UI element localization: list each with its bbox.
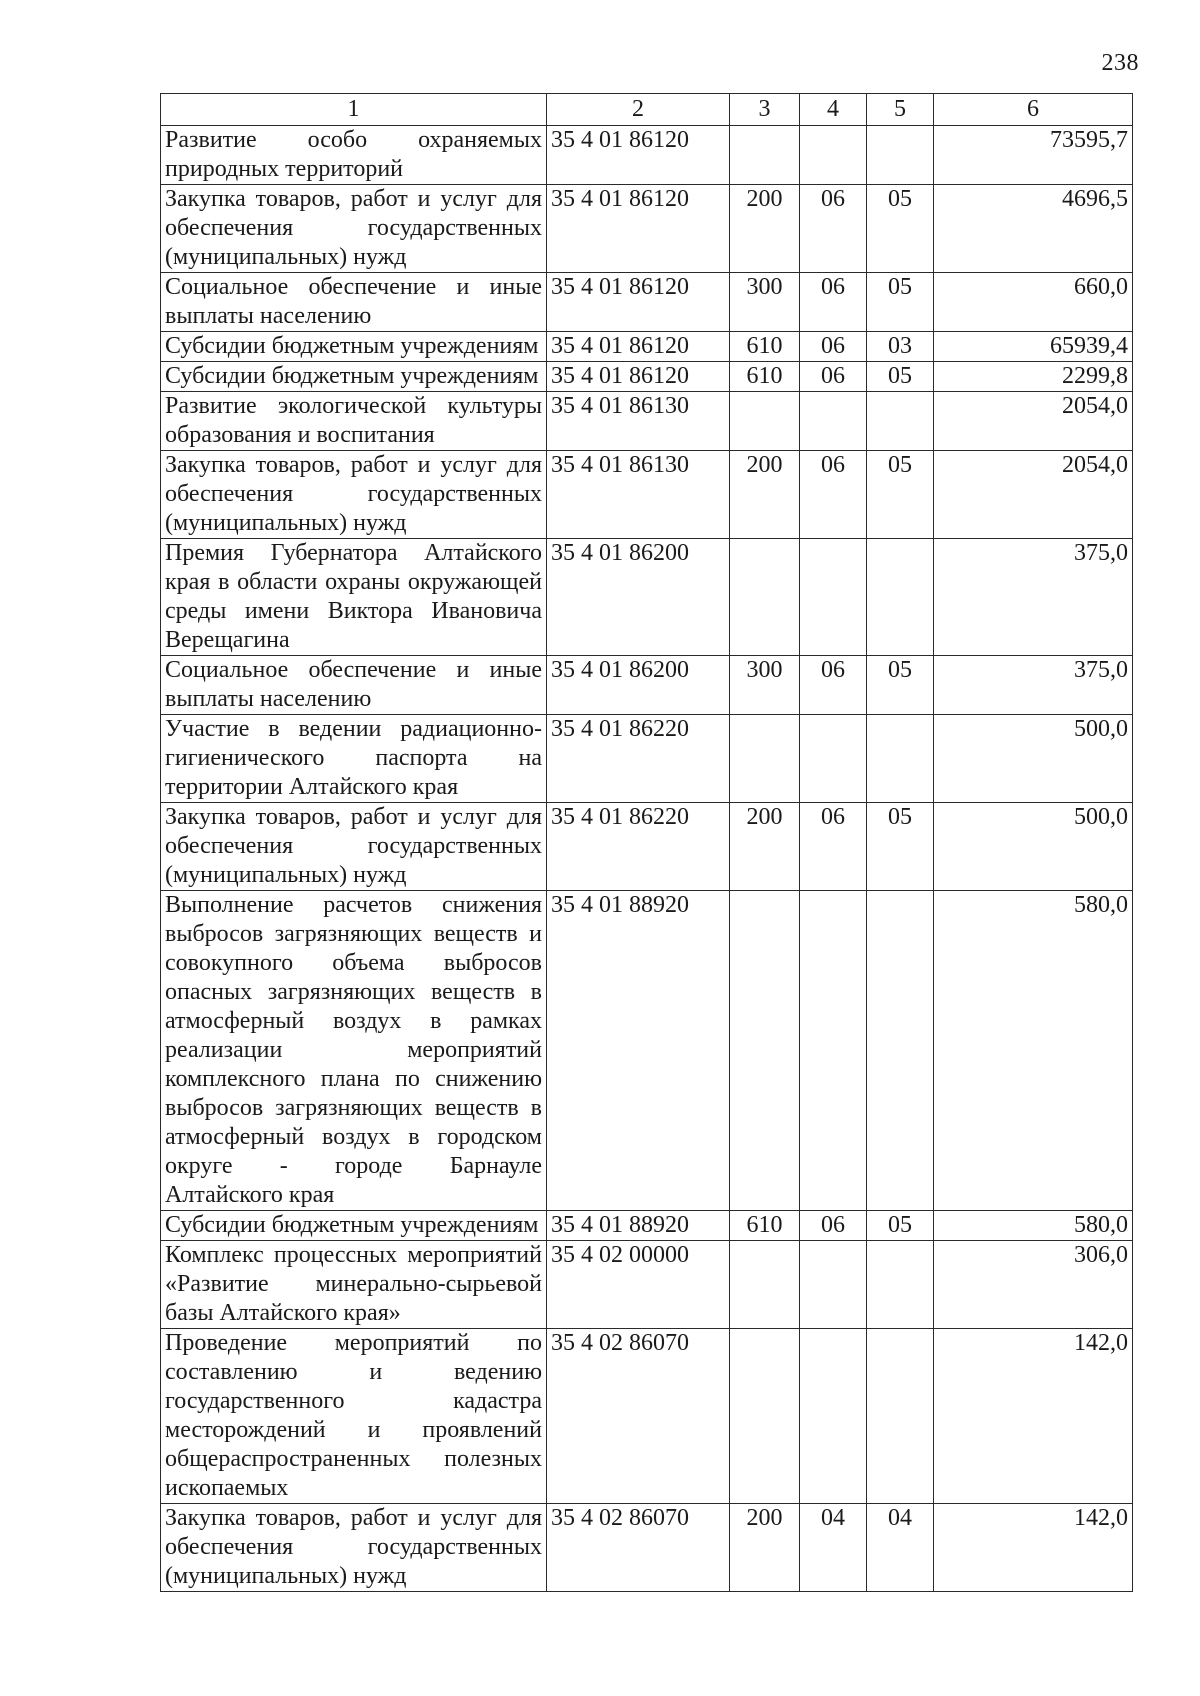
table-row bbox=[161, 539, 1133, 656]
table-row bbox=[161, 1211, 1133, 1241]
row-code-cell: 35 4 01 86120 bbox=[547, 362, 730, 392]
row-subsection-cell bbox=[867, 715, 934, 803]
row-expense-type-cell: 300 bbox=[730, 656, 800, 715]
row-amount-cell: 500,0 bbox=[934, 803, 1133, 891]
table-row bbox=[161, 362, 1133, 392]
row-expense-type-cell bbox=[730, 891, 800, 1211]
table-row bbox=[161, 332, 1133, 362]
row-section-cell: 06 bbox=[800, 803, 867, 891]
row-subsection-cell: 05 bbox=[867, 362, 934, 392]
row-section-cell: 04 bbox=[800, 1504, 867, 1592]
row-section-cell: 06 bbox=[800, 362, 867, 392]
row-subsection-cell: 05 bbox=[867, 185, 934, 273]
row-amount-cell: 660,0 bbox=[934, 273, 1133, 332]
row-expense-type-cell: 200 bbox=[730, 803, 800, 891]
row-name-cell: Развитие экологической культуры образования и воспитания bbox=[161, 392, 547, 451]
row-subsection-cell: 05 bbox=[867, 1211, 934, 1241]
row-subsection-cell: 03 bbox=[867, 332, 934, 362]
table-row bbox=[161, 185, 1133, 273]
row-expense-type-cell bbox=[730, 715, 800, 803]
row-name-cell: Закупка товаров, работ и услуг для обеспечения государственных (муниципальных) нужд bbox=[161, 185, 547, 273]
table-row bbox=[161, 656, 1133, 715]
table-row bbox=[161, 451, 1133, 539]
row-code-cell: 35 4 02 86070 bbox=[547, 1329, 730, 1504]
row-expense-type-cell: 610 bbox=[730, 332, 800, 362]
row-subsection-cell: 05 bbox=[867, 656, 934, 715]
row-code-cell: 35 4 01 86220 bbox=[547, 715, 730, 803]
row-subsection-cell bbox=[867, 392, 934, 451]
table-row bbox=[161, 715, 1133, 803]
row-expense-type-cell: 200 bbox=[730, 451, 800, 539]
row-amount-cell: 375,0 bbox=[934, 539, 1133, 656]
row-section-cell: 06 bbox=[800, 656, 867, 715]
row-subsection-cell: 05 bbox=[867, 803, 934, 891]
row-name-cell: Закупка товаров, работ и услуг для обеспечения государственных (муниципальных) нужд bbox=[161, 451, 547, 539]
row-name-cell: Развитие особо охраняемых природных территорий bbox=[161, 126, 547, 185]
row-name-cell: Комплекс процессных мероприятий «Развитие минерально-сырьевой базы Алтайского края» bbox=[161, 1241, 547, 1329]
row-name-cell: Социальное обеспечение и иные выплаты населению bbox=[161, 273, 547, 332]
row-subsection-cell bbox=[867, 891, 934, 1211]
table-row bbox=[161, 1504, 1133, 1592]
row-expense-type-cell bbox=[730, 539, 800, 656]
row-amount-cell: 142,0 bbox=[934, 1329, 1133, 1504]
row-code-cell: 35 4 01 86120 bbox=[547, 332, 730, 362]
row-section-cell: 06 bbox=[800, 1211, 867, 1241]
table-row bbox=[161, 1329, 1133, 1504]
row-subsection-cell bbox=[867, 539, 934, 656]
row-section-cell bbox=[800, 1241, 867, 1329]
row-section-cell bbox=[800, 392, 867, 451]
row-name-cell: Закупка товаров, работ и услуг для обеспечения государственных (муниципальных) нужд bbox=[161, 803, 547, 891]
row-name-cell: Проведение мероприятий по составлению и ведению государственного кадастра месторождений и проявлений общераспространенных полезных ископаемых bbox=[161, 1329, 547, 1504]
column-header-amount: 6 bbox=[934, 94, 1133, 126]
row-name-cell: Социальное обеспечение и иные выплаты населению bbox=[161, 656, 547, 715]
row-code-cell: 35 4 01 86220 bbox=[547, 803, 730, 891]
column-header-expense-type: 3 bbox=[730, 94, 800, 126]
row-expense-type-cell: 610 bbox=[730, 362, 800, 392]
row-expense-type-cell: 200 bbox=[730, 185, 800, 273]
row-section-cell bbox=[800, 539, 867, 656]
table-row bbox=[161, 803, 1133, 891]
row-subsection-cell bbox=[867, 1329, 934, 1504]
row-amount-cell: 580,0 bbox=[934, 1211, 1133, 1241]
budget-table bbox=[160, 93, 1133, 1592]
row-subsection-cell: 05 bbox=[867, 273, 934, 332]
row-subsection-cell bbox=[867, 126, 934, 185]
row-amount-cell: 2299,8 bbox=[934, 362, 1133, 392]
column-header-subsection: 5 bbox=[867, 94, 934, 126]
row-name-cell: Премия Губернатора Алтайского края в области охраны окружающей среды имени Виктора Ивановича Верещагина bbox=[161, 539, 547, 656]
row-expense-type-cell bbox=[730, 1329, 800, 1504]
table-row bbox=[161, 1241, 1133, 1329]
row-section-cell bbox=[800, 891, 867, 1211]
row-expense-type-cell bbox=[730, 1241, 800, 1329]
row-code-cell: 35 4 01 86130 bbox=[547, 451, 730, 539]
column-header-code: 2 bbox=[547, 94, 730, 126]
row-code-cell: 35 4 01 86120 bbox=[547, 273, 730, 332]
row-code-cell: 35 4 01 86120 bbox=[547, 126, 730, 185]
row-expense-type-cell bbox=[730, 126, 800, 185]
row-code-cell: 35 4 01 88920 bbox=[547, 891, 730, 1211]
row-subsection-cell: 04 bbox=[867, 1504, 934, 1592]
row-amount-cell: 4696,5 bbox=[934, 185, 1133, 273]
row-amount-cell: 2054,0 bbox=[934, 451, 1133, 539]
row-code-cell: 35 4 01 88920 bbox=[547, 1211, 730, 1241]
row-section-cell: 06 bbox=[800, 273, 867, 332]
row-name-cell: Субсидии бюджетным учреждениям bbox=[161, 332, 547, 362]
row-name-cell: Участие в ведении радиационно-гигиенического паспорта на территории Алтайского края bbox=[161, 715, 547, 803]
table-row bbox=[161, 891, 1133, 1211]
row-section-cell: 06 bbox=[800, 332, 867, 362]
table-row bbox=[161, 126, 1133, 185]
row-amount-cell: 580,0 bbox=[934, 891, 1133, 1211]
row-amount-cell: 2054,0 bbox=[934, 392, 1133, 451]
row-code-cell: 35 4 01 86200 bbox=[547, 539, 730, 656]
header-row bbox=[161, 94, 1133, 126]
row-amount-cell: 73595,7 bbox=[934, 126, 1133, 185]
row-code-cell: 35 4 01 86200 bbox=[547, 656, 730, 715]
row-subsection-cell: 05 bbox=[867, 451, 934, 539]
row-amount-cell: 142,0 bbox=[934, 1504, 1133, 1592]
row-amount-cell: 500,0 bbox=[934, 715, 1133, 803]
row-expense-type-cell bbox=[730, 392, 800, 451]
row-code-cell: 35 4 02 00000 bbox=[547, 1241, 730, 1329]
column-header-section: 4 bbox=[800, 94, 867, 126]
row-section-cell: 06 bbox=[800, 185, 867, 273]
row-name-cell: Субсидии бюджетным учреждениям bbox=[161, 1211, 547, 1241]
table-row bbox=[161, 392, 1133, 451]
row-code-cell: 35 4 02 86070 bbox=[547, 1504, 730, 1592]
row-code-cell: 35 4 01 86120 bbox=[547, 185, 730, 273]
row-section-cell bbox=[800, 126, 867, 185]
row-name-cell: Выполнение расчетов снижения выбросов загрязняющих веществ и совокупного объема выбросов опасных загрязняющих веществ в атмосферный воздух в рамках реализации мероприятий комплексного плана по снижению выбросов загрязняющих веществ в атмосферный воздух в городском округе - городе Барнауле Алтайского края bbox=[161, 891, 547, 1211]
row-name-cell: Субсидии бюджетным учреждениям bbox=[161, 362, 547, 392]
row-section-cell bbox=[800, 715, 867, 803]
row-amount-cell: 306,0 bbox=[934, 1241, 1133, 1329]
row-expense-type-cell: 610 bbox=[730, 1211, 800, 1241]
row-name-cell: Закупка товаров, работ и услуг для обеспечения государственных (муниципальных) нужд bbox=[161, 1504, 547, 1592]
row-amount-cell: 375,0 bbox=[934, 656, 1133, 715]
table-body bbox=[161, 126, 1133, 1592]
row-expense-type-cell: 200 bbox=[730, 1504, 800, 1592]
row-section-cell: 06 bbox=[800, 451, 867, 539]
page-number: 238 bbox=[1101, 50, 1139, 76]
row-amount-cell: 65939,4 bbox=[934, 332, 1133, 362]
row-code-cell: 35 4 01 86130 bbox=[547, 392, 730, 451]
row-section-cell bbox=[800, 1329, 867, 1504]
column-header-name: 1 bbox=[161, 94, 547, 126]
table-row bbox=[161, 273, 1133, 332]
row-subsection-cell bbox=[867, 1241, 934, 1329]
row-expense-type-cell: 300 bbox=[730, 273, 800, 332]
